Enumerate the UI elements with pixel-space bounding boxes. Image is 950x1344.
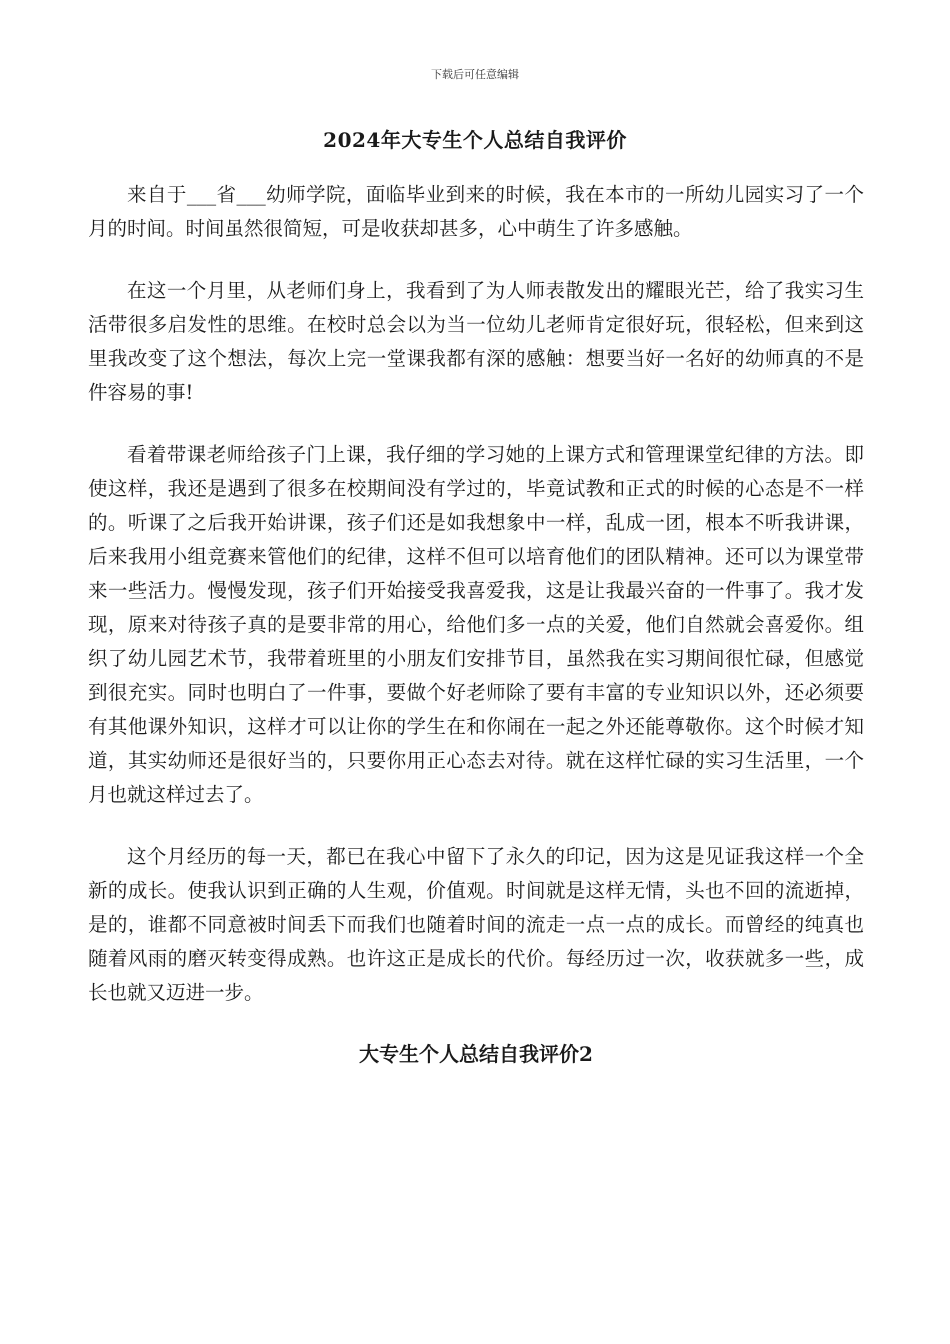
section-subtitle: 大专生个人总结自我评价2 [359, 1042, 593, 1066]
paragraph-4: 这个月经历的每一天，都已在我心中留下了永久的印记，因为这是见证我这样一个全新的成长。使我认识到正确的人生观，价值观。时间就是这样无情，头也不回的流逝掉，是的，谁都不同意被时间丢下而我们也随着时间的流走一点一点的成长。而曾经的纯真也随着风雨的磨灭转变得成熟。也许这正是成长的代价。每经历过一次，收获就多一些，成长也就又迈进一步。 [88, 845, 864, 1004]
document-body [88, 178, 864, 1067]
document-title: 2024年大专生个人总结自我评价 [323, 128, 627, 152]
paragraph-3: 看着带课老师给孩子门上课，我仔细的学习她的上课方式和管理课堂纪律的方法。即使这样，我还是遇到了很多在校期间没有学过的，毕竟试教和正式的时候的心态是不一样的。听课了之后我开始讲课，孩子们还是如我想象中一样，乱成一团，根本不听我讲课，后来我用小组竞赛来管他们的纪律，这样不但可以培育他们的团队精神。还可以为课堂带来一些活力。慢慢发现，孩子们开始接受我喜爱我，这是让我最兴奋的一件事了。我才发现，原来对待孩子真的是要非常的用心，给他们多一点的关爱，他们自然就会喜爱你。组织了幼儿园艺术节，我带着班里的小朋友们安排节目，虽然我在实习期间很忙碌，但感觉到很充实。同时也明白了一件事，要做个好老师除了要有丰富的专业知识以外，还必须要有其他课外知识，这样才可以让你的学生在和你闹在一起之外还能尊敬你。这个时候才知道，其实幼师还是很好当的，只要你用正心态去对待。就在这样忙碌的实习生活里，一个月也就这样过去了。 [88, 443, 864, 806]
paragraph-2: 在这一个月里，从老师们身上，我看到了为人师表散发出的耀眼光芒，给了我实习生活带很多启发性的思维。在校时总会以为当一位幼儿老师肯定很好玩，很轻松，但来到这里我改变了这个想法，每次上完一堂课我都有深的感触：想要当好一名好的幼师真的不是件容易的事! [88, 279, 864, 404]
header-note: 下载后可任意编辑 [431, 68, 519, 81]
paragraph-1: 来自于___省___幼师学院，面临毕业到来的时候，我在本市的一所幼儿园实习了一个月的时间。时间虽然很简短，可是收获却甚多，心中萌生了许多感触。 [88, 183, 864, 240]
